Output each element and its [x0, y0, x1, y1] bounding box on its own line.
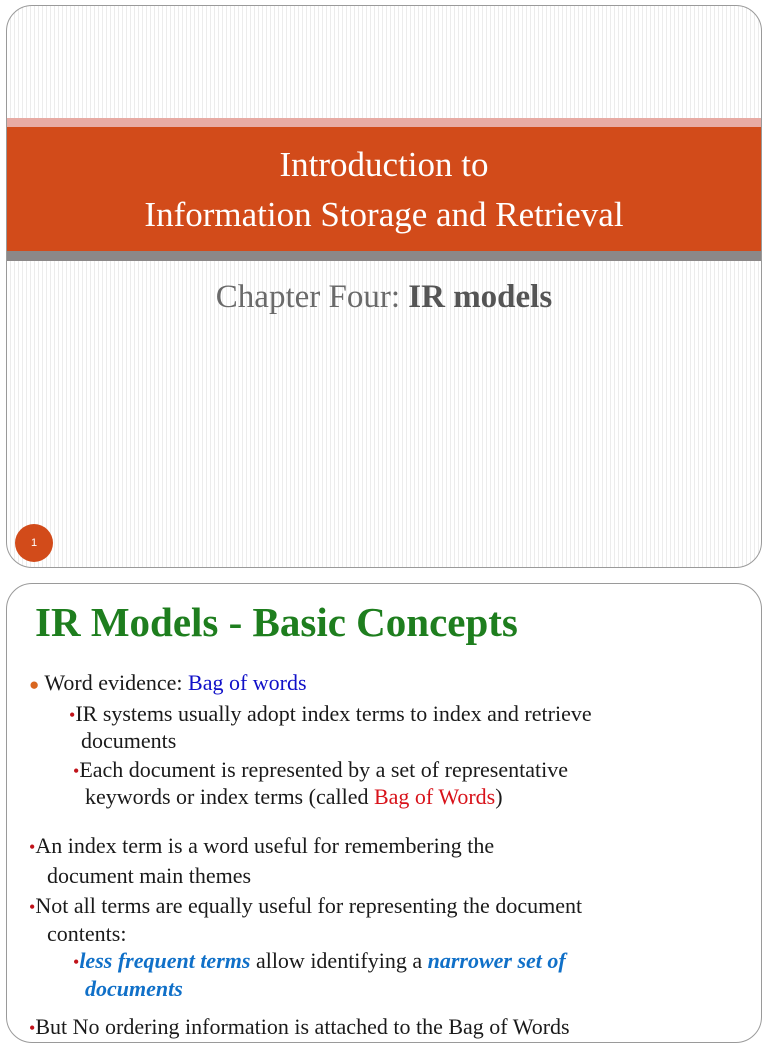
accent-strip	[7, 118, 761, 127]
slide-subtitle	[7, 279, 761, 316]
bullet-text: keywords or index terms (called	[85, 784, 374, 809]
list-item-continuation: contents:	[47, 921, 127, 946]
list-item-continuation: document main themes	[47, 863, 252, 888]
list-item	[73, 757, 568, 783]
list-item	[69, 701, 592, 727]
list-item-continuation: documents	[85, 976, 183, 1001]
content-slide	[6, 583, 762, 1043]
highlight-text: Bag of words	[188, 670, 307, 695]
bullet-dot-icon: •	[73, 761, 80, 781]
emphasis-text: narrower set of	[427, 948, 566, 973]
slide-title: IR Models - Basic Concepts	[35, 599, 518, 645]
bullet-text: IR systems usually adopt index terms to index and retrieve	[75, 701, 592, 726]
list-item	[29, 1014, 570, 1040]
list-item	[29, 670, 307, 696]
highlight-text: Bag of Words	[373, 784, 496, 809]
bullet-text: allow identifying a	[250, 948, 428, 973]
title-slide	[6, 5, 762, 568]
subtitle-prefix: Chapter Four:	[215, 279, 409, 315]
bullet-text: Not all terms are equally useful for representing the document	[35, 893, 583, 918]
bullet-dot-icon: •	[73, 952, 80, 972]
divider-strip	[7, 251, 761, 261]
bullet-dot-icon: ●	[29, 675, 40, 694]
bullet-dot-icon: •	[69, 705, 76, 725]
list-item-continuation: documents	[81, 728, 177, 753]
list-item	[73, 948, 566, 974]
bullet-text: But No ordering information is attached to the Bag of Words	[35, 1014, 570, 1039]
slide-number-badge: 1	[15, 524, 53, 562]
bullet-text: Word evidence:	[44, 670, 189, 695]
list-item	[29, 833, 494, 859]
subtitle-emphasis: IR models	[408, 279, 553, 315]
title-band	[7, 127, 761, 251]
emphasis-text: less frequent terms	[79, 948, 251, 973]
bullet-text: An index term is a word useful for remembering the	[35, 833, 495, 858]
slide-title-line-2: Information Storage and Retrieval	[144, 195, 624, 234]
bullet-dot-icon: •	[29, 897, 36, 917]
bullet-text: Each document is represented by a set of representative	[79, 757, 568, 782]
list-item-continuation	[85, 784, 503, 810]
bullet-dot-icon: •	[29, 837, 36, 857]
slide-title-line-1: Introduction to	[279, 145, 489, 184]
list-item	[29, 893, 582, 919]
bullet-text: )	[495, 784, 503, 809]
bullet-dot-icon: •	[29, 1018, 36, 1038]
